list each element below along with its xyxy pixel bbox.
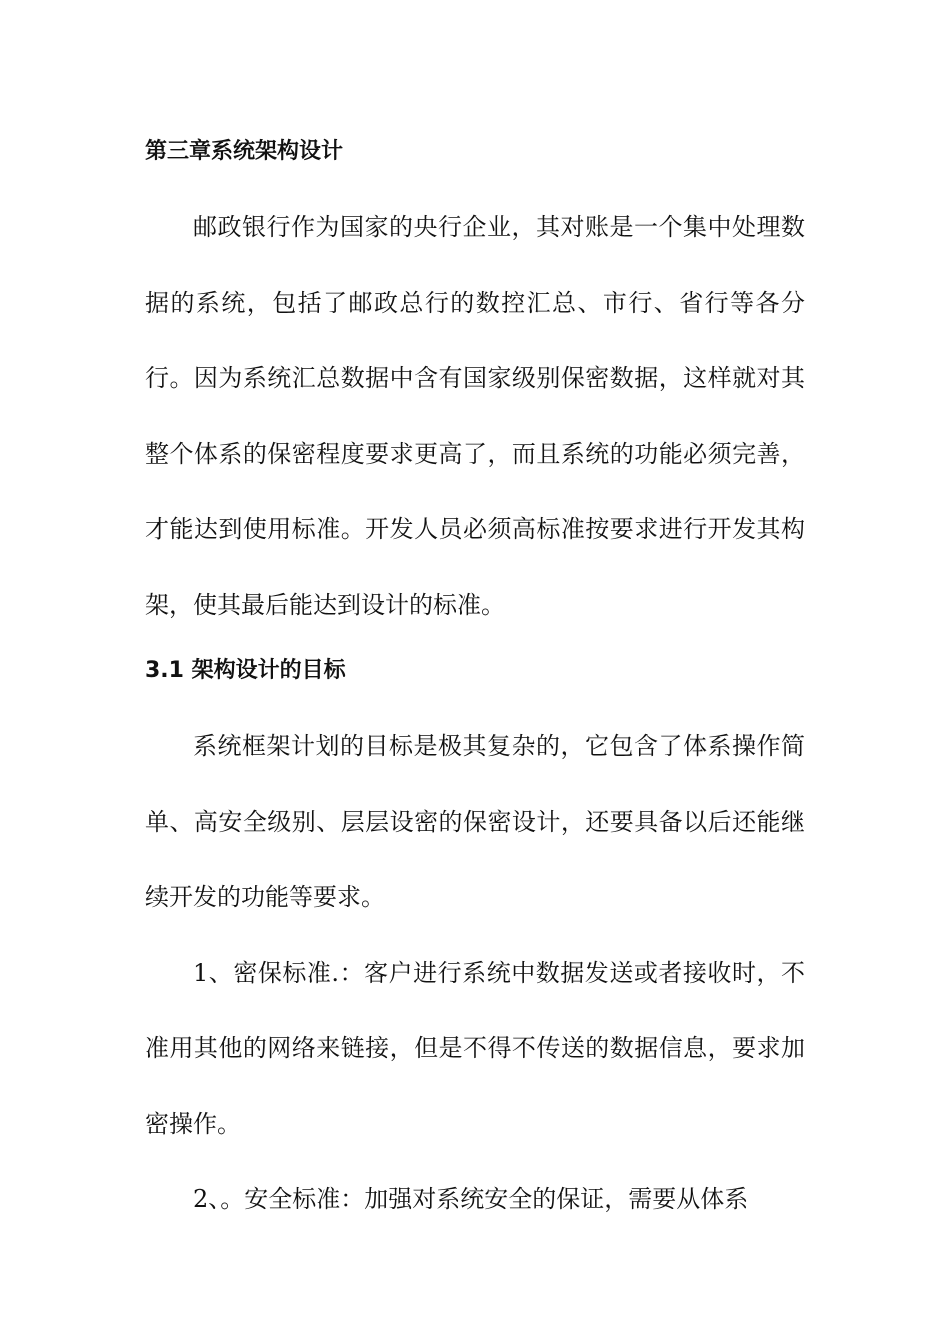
intro-paragraph: 邮政银行作为国家的央行企业，其对账是一个集中处理数据的系统，包括了邮政总行的数控汇总、市行、省行等各分行。因为系统汇总数据中含有国家级别保密数据，这样就对其整个体系的保密程度要求更高了，而且系统的功能必须完善，才能达到使用标准。开发人员必须高标准按要求进行开发其构架，使其最后能达到设计的标准。 (145, 213, 805, 619)
section-title: 3.1 架构设计的目标 (145, 658, 346, 683)
list-item-safety-standard: 2、。安全标准：加强对系统安全的保证，需要从体系 (193, 1185, 749, 1213)
list-item-security-standard: 1、密保标准.：客户进行系统中数据发送或者接收时，不准用其他的网络来链接，但是不得不传送的数据信息，要求加密操作。 (145, 958, 805, 1138)
document-body (145, 128, 805, 1238)
chapter-title: 第三章系统架构设计 (145, 139, 344, 164)
section-paragraph: 系统框架计划的目标是极其复杂的，它包含了体系操作简单、高安全级别、层层设密的保密设计，还要具备以后还能继续开发的功能等要求。 (145, 732, 805, 911)
